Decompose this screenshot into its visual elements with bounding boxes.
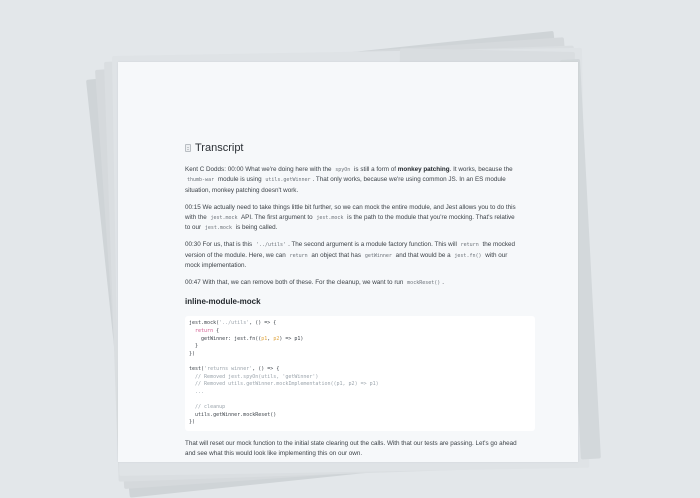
code-token: , () => { — [249, 320, 277, 327]
text-segment: the mocked version of the module. Here, we can — [185, 241, 516, 259]
code-token: { — [213, 328, 220, 335]
code-token: , — [267, 335, 274, 342]
code-heading: inline-module-mock — [185, 297, 261, 307]
text-segment: 00:15 We actually need to take things little bit further, so we can mock the entire module, and Jest allows you to do this with the — [185, 203, 516, 222]
document-icon — [185, 144, 191, 152]
code-line — [189, 336, 531, 344]
text-segment: 00:30 For us, that is this — [185, 241, 254, 249]
code-line — [189, 412, 531, 420]
code-line — [189, 328, 531, 336]
code-token: }) — [189, 419, 196, 426]
text-segment: . It works, because the — [449, 166, 513, 174]
text-segment: is being called. — [233, 224, 278, 232]
transcript-content — [185, 143, 520, 466]
text-segment: 00:47 With that, we can remove both of these. For the cleanup, we want to run — [185, 279, 406, 287]
text-segment: Kent C Dodds: 00:00 What we're doing here with the — [185, 166, 334, 174]
text-segment: an object that has — [309, 251, 363, 259]
inline-code: spyOn — [335, 167, 351, 174]
code-token: p1 — [261, 335, 268, 342]
inline-code: return — [289, 252, 308, 259]
transcript-title: Transcript — [195, 142, 244, 154]
code-token: , () => { — [252, 366, 280, 372]
transcript-header — [185, 143, 520, 153]
code-line — [189, 351, 531, 359]
text-segment: and that would be a — [393, 251, 453, 259]
transcript-paragraph — [185, 278, 520, 288]
inline-code: return — [460, 242, 479, 249]
code-token: getWinner: jest.fn(( — [189, 335, 262, 342]
transcript-paragraph — [185, 165, 520, 196]
inline-code: thumb-war — [187, 177, 215, 184]
inline-code: jest.fn() — [454, 252, 482, 259]
code-line — [189, 366, 531, 374]
inline-code: jest.mock — [316, 215, 344, 222]
inline-code: jest.mock — [204, 225, 232, 232]
text-segment: is still a form of — [352, 166, 398, 174]
code-token: ) => p1) — [279, 335, 304, 342]
code-line — [189, 381, 531, 389]
inline-code: '../utils' — [255, 242, 287, 249]
code-token: p2 — [273, 335, 280, 342]
code-token: // cleanup — [189, 403, 226, 410]
code-line — [189, 404, 531, 412]
inline-code: mockReset() — [407, 280, 441, 287]
closing-paragraph: That will reset our mock function to the initial state clearing out the calls. With that our tests are passing. Let's go ahead and see what this would look like implementing this on our own. — [185, 439, 517, 457]
code-block — [185, 316, 535, 430]
code-token: 'returns winner' — [204, 366, 253, 372]
code-line — [189, 389, 531, 397]
text-segment: is the path to the module that you're mocking. That's relative to our — [185, 214, 515, 232]
transcript-page — [118, 62, 578, 462]
code-token: utils.getWinner.mockReset() — [189, 411, 277, 418]
inline-code: getWinner — [364, 252, 392, 259]
code-token: } — [189, 343, 199, 350]
code-token: return — [189, 328, 214, 335]
text-segment: . That only works, because we're using common JS. In an ES module situation, monkey patching doesn't work. — [185, 176, 506, 194]
text-segment: . — [442, 279, 445, 287]
code-line — [189, 320, 531, 328]
code-token: // Removed utils.getWinner.mockImplementation((p1, p2) => p1) — [189, 381, 379, 388]
transcript-paragraphs — [185, 165, 520, 288]
code-line — [189, 419, 531, 427]
code-line — [189, 343, 531, 351]
text-segment: API. The first argument to — [239, 214, 315, 222]
inline-code: jest.mock — [210, 215, 238, 222]
code-token: test( — [189, 366, 205, 372]
transcript-paragraph — [185, 203, 520, 234]
code-token: jest.mock( — [189, 320, 220, 327]
text-segment: with our mock implementation. — [185, 251, 508, 269]
code-token: }) — [189, 350, 196, 357]
code-token: // Removed jest.spyOn(utils, 'getWinner') — [189, 373, 319, 380]
bold-text: monkey patching — [397, 166, 450, 174]
inline-code: utils.getWinner — [265, 177, 311, 184]
text-segment: . The second argument is a module factory function. This will — [288, 241, 459, 249]
code-token: '../utils' — [219, 320, 250, 327]
code-line — [189, 396, 531, 404]
text-segment: module is using — [216, 176, 264, 184]
transcript-paragraph — [185, 240, 520, 271]
code-line — [189, 374, 531, 382]
code-token: ... — [189, 388, 205, 395]
code-line — [189, 358, 531, 366]
